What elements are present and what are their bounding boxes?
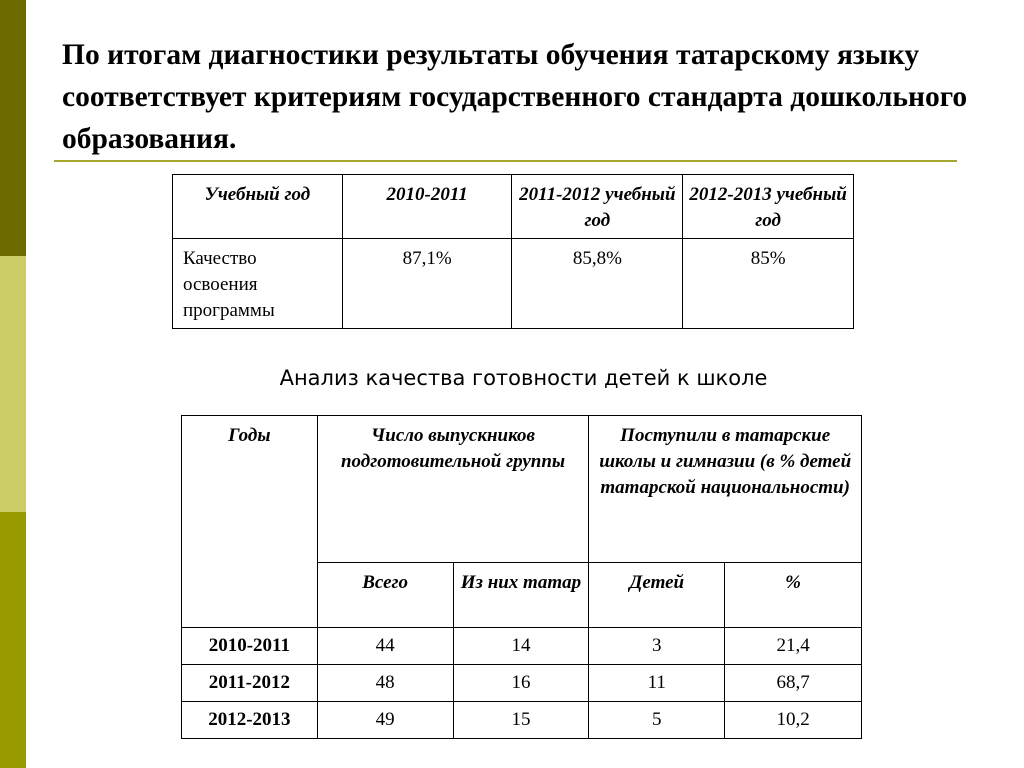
value-cell: 5 [589,702,725,739]
program-quality-table [172,174,854,329]
subheader-cell: % [725,563,862,628]
table-header-row [173,175,854,239]
left-accent-band-top [0,0,26,256]
value-cell: 3 [589,628,725,665]
table-row [182,702,862,739]
header-cell: 2011-2012 учебный год [512,175,683,239]
value-cell: 85,8% [512,239,683,329]
value-cell: 49 [317,702,453,739]
year-cell: 2011-2012 [182,665,318,702]
subheader-cell: Из них татар [453,563,589,628]
value-cell: 87,1% [342,239,512,329]
header-cell-graduates: Число выпускников подготовительной группы [317,416,589,563]
value-cell: 11 [589,665,725,702]
value-cell: 21,4 [725,628,862,665]
header-cell: 2010-2011 [342,175,512,239]
subheader-cell: Детей [589,563,725,628]
year-cell: 2010-2011 [182,628,318,665]
header-cell-years: Годы [182,416,318,628]
row-label-cell: Качество освоения программы [173,239,343,329]
left-accent-band-bottom [0,512,26,768]
table-row [173,239,854,329]
school-readiness-table [181,415,862,739]
value-cell: 48 [317,665,453,702]
year-cell: 2012-2013 [182,702,318,739]
value-cell: 15 [453,702,589,739]
value-cell: 85% [683,239,854,329]
value-cell: 16 [453,665,589,702]
title-underline [54,160,957,162]
value-cell: 44 [317,628,453,665]
header-cell: 2012-2013 учебный год [683,175,854,239]
value-cell: 14 [453,628,589,665]
subheader-cell: Всего [317,563,453,628]
header-cell-admitted: Поступили в татарские школы и гимназии (в % детей татарской национальности) [589,416,862,563]
section-heading: Анализ качества готовности детей к школе [279,366,768,390]
table-header-row [182,416,862,563]
table-row [182,665,862,702]
value-cell: 68,7 [725,665,862,702]
value-cell: 10,2 [725,702,862,739]
header-cell: Учебный год [173,175,343,239]
table-row [182,628,862,665]
slide-title: По итогам диагностики результаты обучения татарскому языку соответствует критериям государственного стандарта дошкольного образования. [62,39,968,155]
